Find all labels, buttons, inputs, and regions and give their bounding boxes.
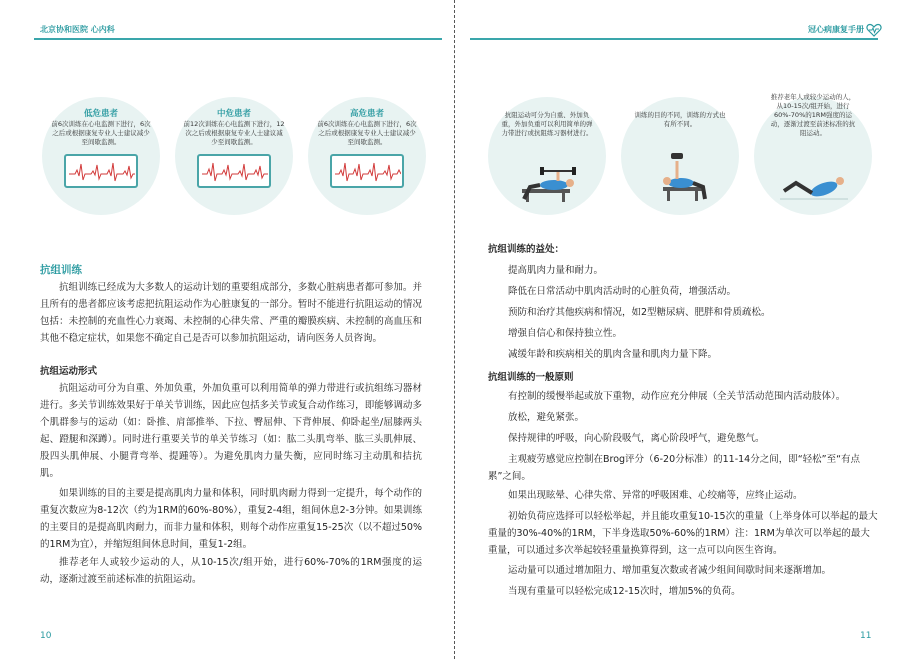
older-adult-circle bbox=[754, 93, 872, 215]
principle-item: 保持规律的呼吸，向心阶段吸气，离心阶段呼气，避免憋气。 bbox=[508, 433, 765, 444]
principle-item: 有控制的缓慢举起或放下重物，动作应充分伸展（全关节活动范围内活动肢体）。 bbox=[508, 391, 846, 402]
benefit-item: 降低在日常活动中肌肉活动时的心脏负荷，增强活动。 bbox=[508, 286, 737, 297]
principle-item: 放松，避免紧张。 bbox=[508, 412, 585, 423]
older-adult-paragraph: 推荐老年人或较少运动的人，从10-15次/组开始，进行60%-70%的1RM强度的运动，逐渐过渡至前述标准的抗阻运动。 bbox=[40, 557, 422, 585]
dumbbell-circle bbox=[621, 97, 739, 215]
volume-paragraph: 如果训练的目的主要是提高肌肉力量和体积，同时肌肉耐力得到一定提升，每个动作的重复次数应为8-12次（约为1RM的60%-80%），重复2-4组，组间休息2-3分钟。如果训练的主要目的是提高肌肉耐力，而非力量和体积，则每个动作应重复15-25次（以不超过50%的1RM为宜），并缩短组间休息时间，重复1-2组。 bbox=[40, 488, 422, 550]
bench-press-figure-icon bbox=[512, 167, 584, 203]
principle-item: 当现有重量可以轻松完成12-15次时，增加5%的负荷。 bbox=[508, 586, 741, 597]
situp-figure-icon bbox=[776, 167, 852, 203]
benefit-item: 增强自信心和保持独立性。 bbox=[508, 328, 623, 339]
left-page-number: 10 bbox=[40, 631, 52, 641]
section-title-resistance-training: 抗组训练 bbox=[40, 264, 82, 276]
forms-paragraph: 抗阻运动可分为自重、外加负重，外加负重可以利用简单的弹力带进行或抗组练习器材进行。多关节训练效果好于单关节训练，因此应包括多关节或复合动作练习，即能够调动多个肌群参与的运动（如：卧推、肩部推举、下拉、臀屈伸、下背伸展、仰卧起坐/屈膝两头起、蹬腿和深蹲）。同时进行重要关节的单关节练习（如：肱二头肌弯举、肱三头肌伸展、股四头肌伸展、小腿背弯举、提踵等）。为避免肌肉力量失衡，应同时练习主动肌和拮抗肌。 bbox=[40, 383, 422, 479]
principle-item: 运动量可以通过增加阻力、增加重复次数或者减少组间间歇时间来逐渐增加。 bbox=[508, 565, 832, 576]
principle-item: 主观疲劳感觉应控制在Brog评分（6-20分标准）的11-14分之间，即“轻松”至“有点累”之间。 bbox=[488, 454, 860, 482]
right-header-rule bbox=[470, 38, 878, 40]
weights-desc: 抗阻运动可分为自重、外加负重，外加负重可以利用简单的弹力带进行或抗阻练习器材进行。 bbox=[501, 111, 593, 137]
principle-item: 如果出现眩晕、心律失常、异常的呼吸困难、心绞痛等，应终止运动。 bbox=[508, 490, 803, 501]
dumbbell-press-figure-icon bbox=[645, 147, 717, 203]
low-risk-title: 低危患者 bbox=[83, 109, 118, 119]
dumbbell-desc: 训练的目的不同，训练的方式也有所不同。 bbox=[634, 111, 726, 128]
heart-pulse-icon bbox=[866, 23, 882, 37]
benefits-title: 抗组训练的益处： bbox=[488, 244, 565, 255]
ecg-monitor-icon bbox=[330, 154, 404, 188]
benefit-item: 预防和治疗其他疾病和情况，如2型糖尿病、肥胖和骨质疏松。 bbox=[508, 307, 771, 318]
low-risk-circle bbox=[42, 97, 160, 215]
left-header-rule bbox=[34, 38, 442, 40]
ecg-monitor-icon bbox=[197, 154, 271, 188]
older-adult-desc: 推荐老年人或较少运动的人，从10-15次/组开始，进行60%-70%的1RM强度的运动，逐渐过渡至前述标准的抗阻运动。 bbox=[770, 93, 856, 137]
medium-risk-circle bbox=[175, 97, 293, 215]
principle-item: 初始负荷应选择可以轻松举起，并且能攻重复10-15次的重量（上举身体可以举起的最大重量的30%-40%的1RM，下半身选取50%-60%的1RM）注：1RM为单次可以举起的最大重量，可以通过多次举起较轻重量换算得到，这一点可以向医生咨询。 bbox=[488, 511, 878, 556]
weights-circle bbox=[488, 97, 606, 215]
right-page-number: 11 bbox=[860, 631, 872, 641]
low-risk-desc: 前6次训练在心电监测下进行，6次之后或根据康复专业人士建议减少至间歇监测。 bbox=[51, 120, 151, 146]
benefit-item: 提高肌肉力量和耐力。 bbox=[508, 265, 604, 276]
medium-risk-title: 中危患者 bbox=[216, 109, 251, 119]
high-risk-desc: 前6次训练在心电监测下进行，6次之后或根据康复专业人士建议减少至间歇监测。 bbox=[317, 120, 417, 146]
left-header-title: 北京协和医院 心内科 bbox=[40, 25, 115, 34]
page-fold-line bbox=[454, 0, 455, 659]
medium-risk-desc: 前12次训练在心电监测下进行，12次之后或根据康复专业人士建议减少至间歇监测。 bbox=[183, 120, 285, 146]
right-header-title: 冠心病康复手册 bbox=[808, 25, 864, 34]
intro-paragraph: 抗组训练已经成为大多数人的运动计划的重要组成部分，多数心脏病患者都可参加。并且所有的患者都应该考虑把抗阻运动作为心脏康复的一部分。暂时不能进行抗阻运动的情况包括：未控制的充血性心力衰竭、未控制的心律失常、严重的瓣膜疾病、未控制的高血压和其他不稳定症状，如果您不确定自己是否可以参加抗阻运动，请向医务人员咨询。 bbox=[40, 282, 422, 344]
subtitle-exercise-forms: 抗组运动形式 bbox=[40, 366, 98, 377]
high-risk-circle bbox=[308, 97, 426, 215]
benefit-item: 减缓年龄和疾病相关的肌肉含量和肌肉力量下降。 bbox=[508, 349, 718, 360]
principles-title: 抗组训练的一般原则 bbox=[488, 372, 574, 383]
ecg-monitor-icon bbox=[64, 154, 138, 188]
high-risk-title: 高危患者 bbox=[349, 109, 384, 119]
